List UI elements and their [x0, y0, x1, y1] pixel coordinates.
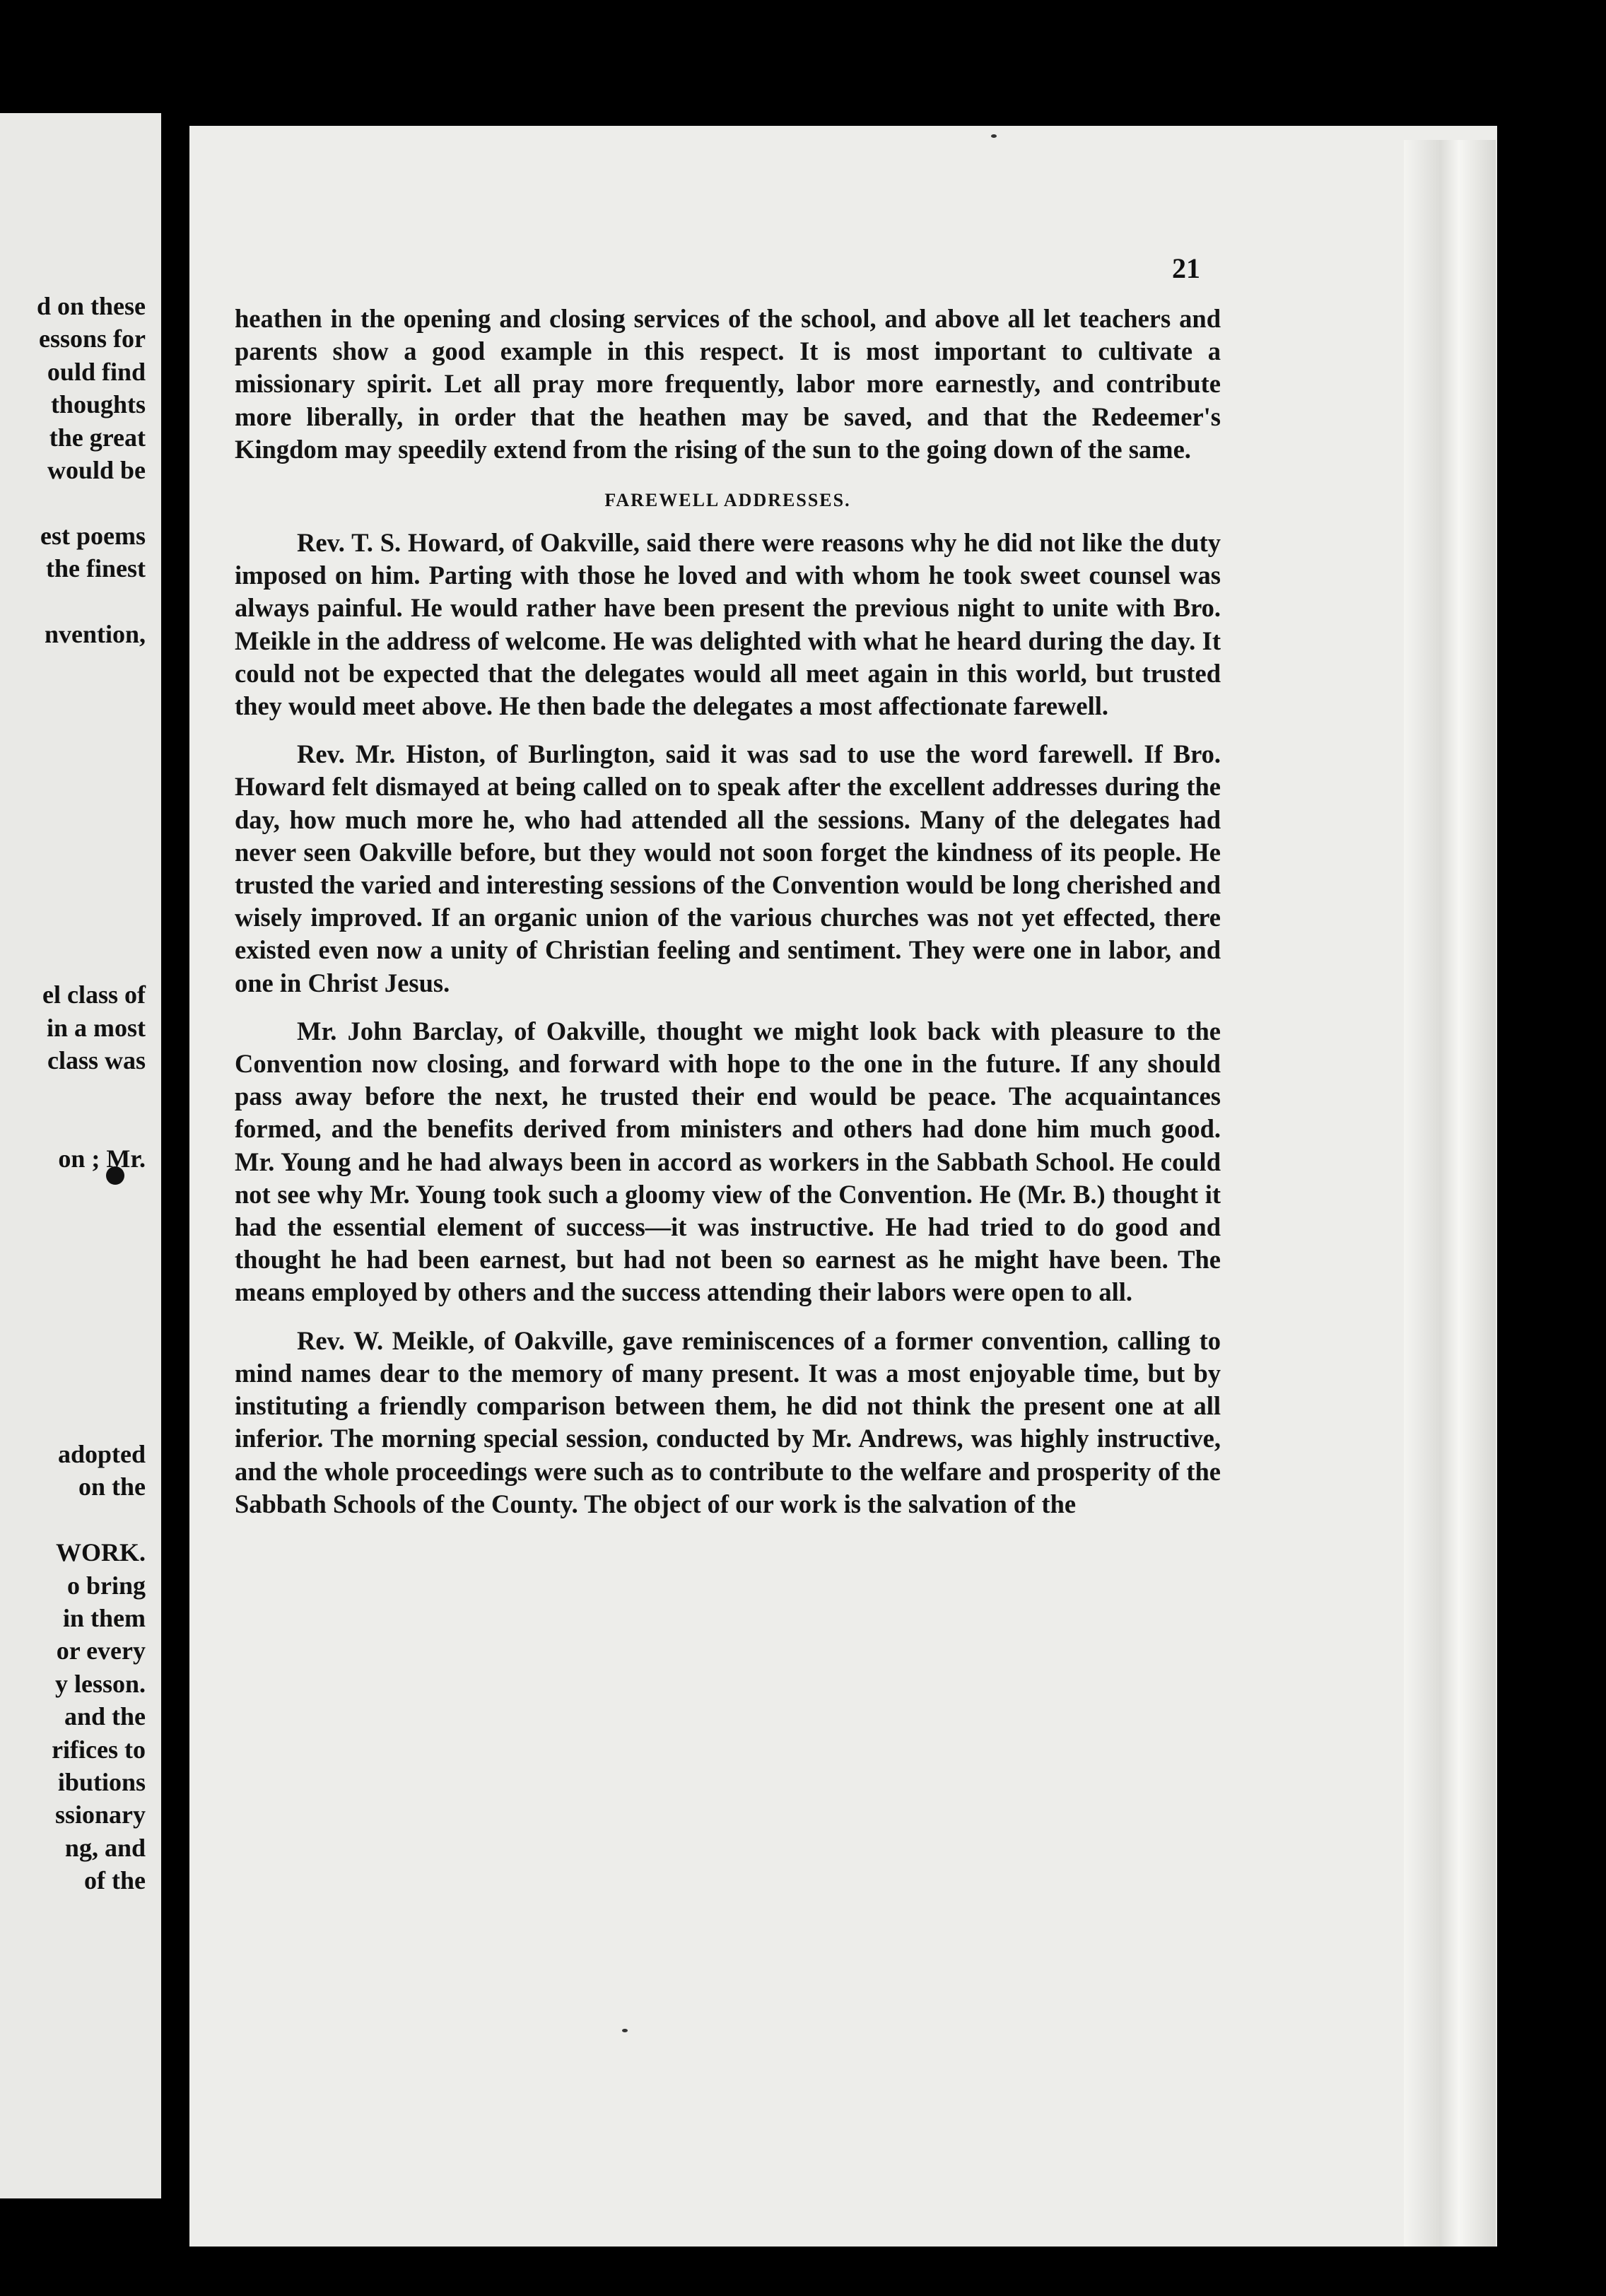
left-page-line: el class of — [42, 980, 146, 1009]
left-page-line: in a most — [46, 1013, 146, 1042]
left-page-line: of the — [84, 1866, 146, 1895]
left-page-line: or every — [56, 1636, 146, 1665]
left-page-line: est poems — [40, 521, 146, 550]
paragraph-howard: Rev. T. S. Howard, of Oakville, said there were reasons why he did not like the duty imposed on him. Parting with those he loved and with whom he took sweet counsel was always painful. He would rather have been present the previous night to unite with Bro. Meikle in the address of welcome. He was delighted with what he heard during the day. It could not be expected that the delegates would all meet again in this world, but trusted they would meet above. He then bade the delegates a most affectionate farewell. — [235, 528, 1221, 721]
left-page-line: d on these — [36, 292, 146, 320]
left-page-line: ould find — [47, 357, 146, 386]
left-facing-page — [0, 113, 161, 2198]
left-page-line: in them — [63, 1604, 146, 1632]
left-page-line: on the — [78, 1472, 146, 1501]
left-page-line: class was — [47, 1046, 146, 1075]
print-speck — [622, 2029, 628, 2032]
left-page-line: would be — [47, 456, 146, 484]
left-page-line: thoughts — [50, 390, 146, 419]
left-page-line: rifices to — [52, 1735, 146, 1764]
paragraph-barclay: Mr. John Barclay, of Oakville, thought we might look back with pleasure to the Convention now closing, and forward with hope to the one in the future. If any should pass away before the next, he trusted their end would be peace. The acquaintances formed, and the benefits derived from ministers and others had done him much good. Mr. Young and he had always been in accord as workers in the Sabbath School. He could not see why Mr. Young took such a gloomy view of the Convention. He (Mr. B.) thought it had the essential element of success—it was instructive. He had tried to do good and thought he had been earnest, but had not been so earnest as he might have been. The means employed by others and the success attending their labors were open to all. — [235, 1016, 1221, 1307]
section-heading: FAREWELL ADDRESSES. — [604, 490, 851, 511]
page-number: 21 — [1172, 252, 1200, 284]
left-page-line: y lesson. — [54, 1669, 146, 1698]
page-body — [235, 303, 1221, 1536]
page-edge-shadow — [1404, 140, 1496, 2247]
left-page-line: ssionary — [54, 1800, 146, 1829]
left-page-line: essons for — [39, 324, 146, 353]
paragraph-histon: Rev. Mr. Histon, of Burlington, said it was sad to use the word farewell. If Bro. Howard felt dismayed at being called on to speak after the excellent addresses during the day, how much more he, who had attended all the sessions. Many of the delegates had never seen Oakville before, but they would not soon forget the kindness of its people. He trusted the varied and interesting sessions of the Convention would be long cherished and wisely improved. If an organic union of the various churches was not yet effected, there existed even now a unity of Christian feeling and sentiment. They were one in labor, and one in Christ Jesus. — [235, 739, 1221, 997]
paragraph-meikle: Rev. W. Meikle, of Oakville, gave reminiscences of a former convention, calling to mind names dear to the memory of many present. It was a most enjoyable time, but by instituting a friendly comparison between them, he did not think the present one at all inferior. The morning special session, conducted by Mr. Andrews, was highly instructive, and the whole proceedings were such as to contribute to the welfare and prosperity of the Sabbath Schools of the County. The object of our work is the salvation of the — [235, 1325, 1221, 1518]
left-page-line: WORK. — [55, 1538, 146, 1567]
left-page-line: the great — [49, 423, 146, 452]
left-page-line: the finest — [46, 554, 146, 583]
print-speck — [991, 134, 997, 138]
left-page-line: o bring — [66, 1571, 146, 1600]
right-page — [189, 126, 1497, 2247]
left-page-line: ng, and — [64, 1833, 146, 1862]
left-page-line: nvention, — [44, 620, 146, 648]
left-page-line: and the — [64, 1702, 146, 1731]
intro-paragraph: heathen in the opening and closing services of the school, and above all let teachers and parents show a good example in this respect. It is most important to cultivate a missionary spirit. Let all pray more frequently, labor more earnestly, and contribute more liberally, in order that the heathen may be saved, and that the Redeemer's Kingdom may speedily extend from the rising of the sun to the going down of the same. — [235, 304, 1221, 464]
left-page-line: ibutions — [57, 1768, 146, 1796]
left-page-line: adopted — [57, 1440, 146, 1468]
left-page-line: on ; Mr. — [58, 1144, 146, 1173]
